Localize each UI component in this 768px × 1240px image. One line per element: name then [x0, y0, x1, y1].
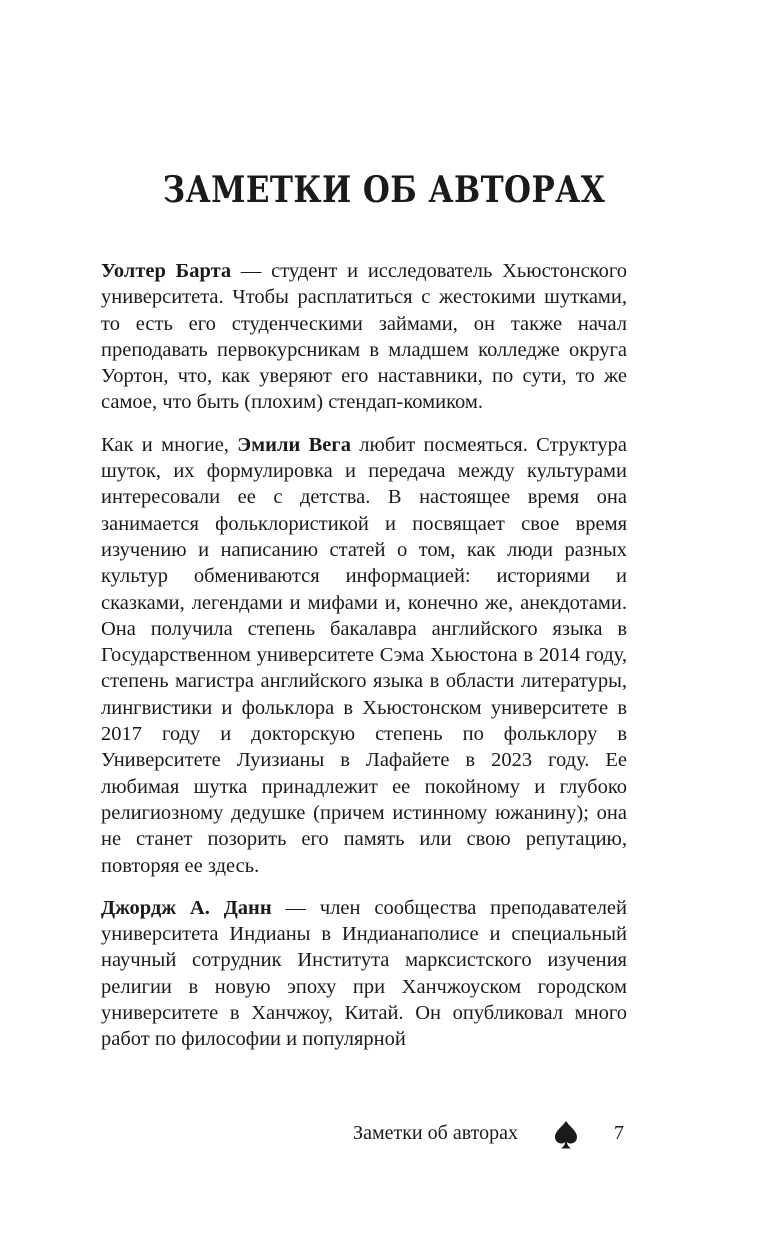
spade-icon [553, 1120, 579, 1150]
page-number: 7 [614, 1122, 624, 1144]
author-name-vega: Эмили Вега [237, 433, 351, 456]
author-bio-dunn: — член сообщества преподавателей университета Индианы в Индианаполисе и специальный научный сотрудник Института марксистского изучения религии в новую эпоху при Ханчжоуском городском университете в Ханчжоу, Китай. Он опубликовал много работ по философии и популярной [101, 896, 627, 1051]
author-notes-body [101, 258, 627, 1069]
author-bio-vega-intro: Как и многие, [101, 433, 238, 456]
author-paragraph-vega [101, 432, 627, 879]
author-name-barta: Уолтер Барта [101, 260, 232, 282]
page-footer [0, 1118, 768, 1152]
author-paragraph-dunn [101, 895, 627, 1053]
author-name-dunn: Джордж А. Данн [101, 896, 272, 919]
page-title: ЗАМЕТКИ ОБ АВТОРАХ [162, 169, 606, 212]
author-bio-vega: любит посмеяться. Структура шуток, их формулировка и передача между культурами интересовали ее с детства. В настоящее время она занимается фольклористикой и посвящает свое время изучению и написанию статей о том, как люди разных культур обмениваются информацией: историями и сказками, легендами и мифами и, конечно же, анекдотами. Она получила степень бакалавра английского языка в Государственном университете Сэма Хьюстона в 2014 году, степень магистра английского языка в области литературы, лингвистики и фольклора в Хьюстонском университете в 2017 году и докторскую степень по фольклору в Университете Луизианы в Лафайете в 2023 году. Ее любимая шутка принадлежит ее покойному и глубоко религиозному дедушке (причем истинному южанину); она не станет позорить его память или свою репутацию, повторяя ее здесь. [101, 433, 628, 877]
running-title: Заметки об авторах [353, 1122, 518, 1144]
author-bio-barta: — студент и исследователь Хьюстонского университета. Чтобы расплатиться с жестокими шутками, то есть его студенческими займами, он также начал преподавать первокурсникам в младшем колледже округа Уортон, что, как уверяют его наставники, по сути, то же самое, что быть (плохим) стендап-комиком. [101, 260, 627, 414]
author-paragraph-barta [101, 258, 627, 416]
